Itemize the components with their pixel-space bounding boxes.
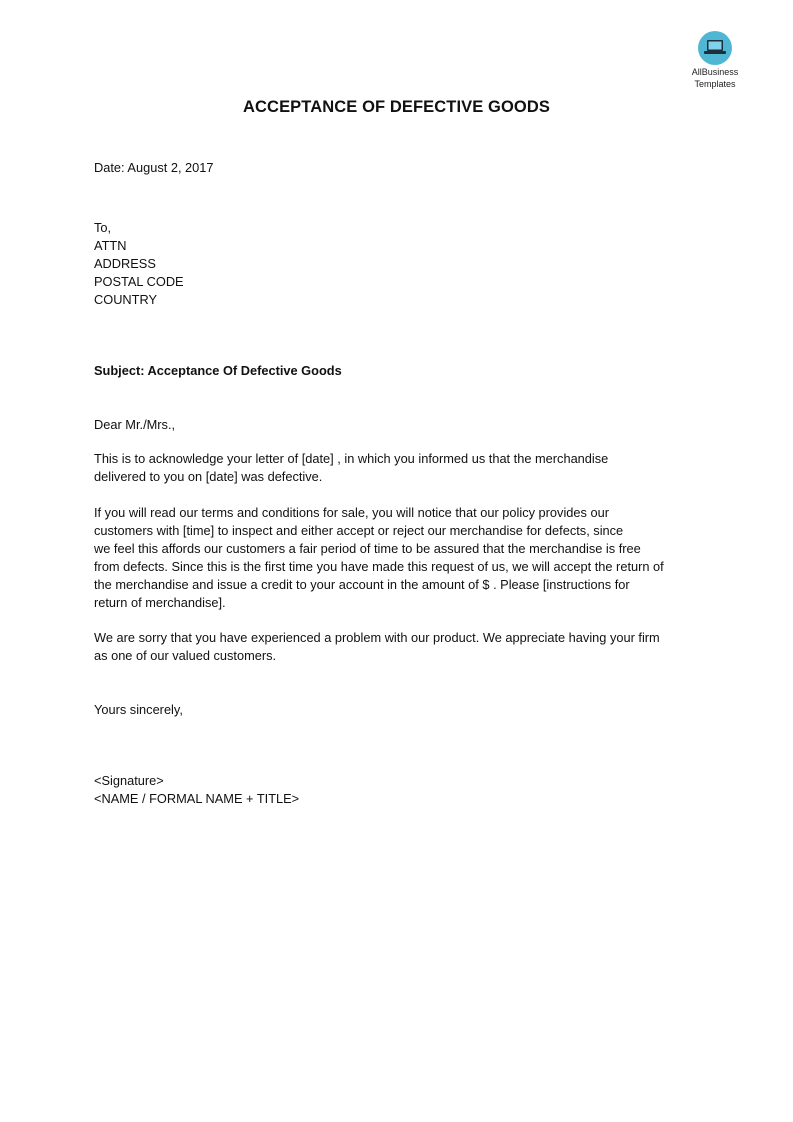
closing: Yours sincerely,	[94, 702, 183, 717]
date-line: Date: August 2, 2017	[94, 160, 214, 175]
paragraph-terms	[94, 504, 704, 612]
address-country: COUNTRY	[94, 292, 158, 307]
paragraph-line: as one of our valued customers.	[94, 648, 277, 663]
address-attn: ATTN	[94, 238, 127, 253]
laptop-icon	[698, 31, 732, 65]
address-to: To,	[94, 220, 112, 235]
document-title: ACCEPTANCE OF DEFECTIVE GOODS	[243, 98, 550, 116]
signature-placeholder: <Signature>	[94, 773, 164, 788]
paragraph-acknowledge	[94, 450, 704, 486]
company-logo	[683, 31, 747, 89]
paragraph-line: return of merchandise].	[94, 595, 226, 610]
paragraph-line: from defects. Since this is the first time you have made this request of us, we will accept the return of	[94, 559, 664, 574]
paragraph-apology	[94, 629, 704, 665]
logo-text-line2: Templates	[694, 79, 736, 89]
address-line: ADDRESS	[94, 256, 156, 271]
signer-name-placeholder: <NAME / FORMAL NAME + TITLE>	[94, 791, 300, 806]
paragraph-line: We are sorry that you have experienced a problem with our product. We appreciate having your firm	[94, 630, 660, 645]
paragraph-line: we feel this affords our customers a fair period of time to be assured that the merchandise is free	[94, 541, 641, 556]
paragraph-line: the merchandise and issue a credit to your account in the amount of $ . Please [instructions for	[94, 577, 630, 592]
paragraph-line: delivered to you on [date] was defective.	[94, 469, 323, 484]
paragraph-line: customers with [time] to inspect and either accept or reject our merchandise for defects, since	[94, 523, 624, 538]
paragraph-line: This is to acknowledge your letter of [date] , in which you informed us that the merchandise	[94, 451, 609, 466]
subject-line: Subject: Acceptance Of Defective Goods	[94, 363, 342, 378]
address-postal-code: POSTAL CODE	[94, 274, 184, 289]
salutation: Dear Mr./Mrs.,	[94, 417, 176, 432]
paragraph-line: If you will read our terms and conditions for sale, you will notice that our policy provides our	[94, 505, 609, 520]
logo-text-line1: AllBusiness	[691, 67, 739, 77]
